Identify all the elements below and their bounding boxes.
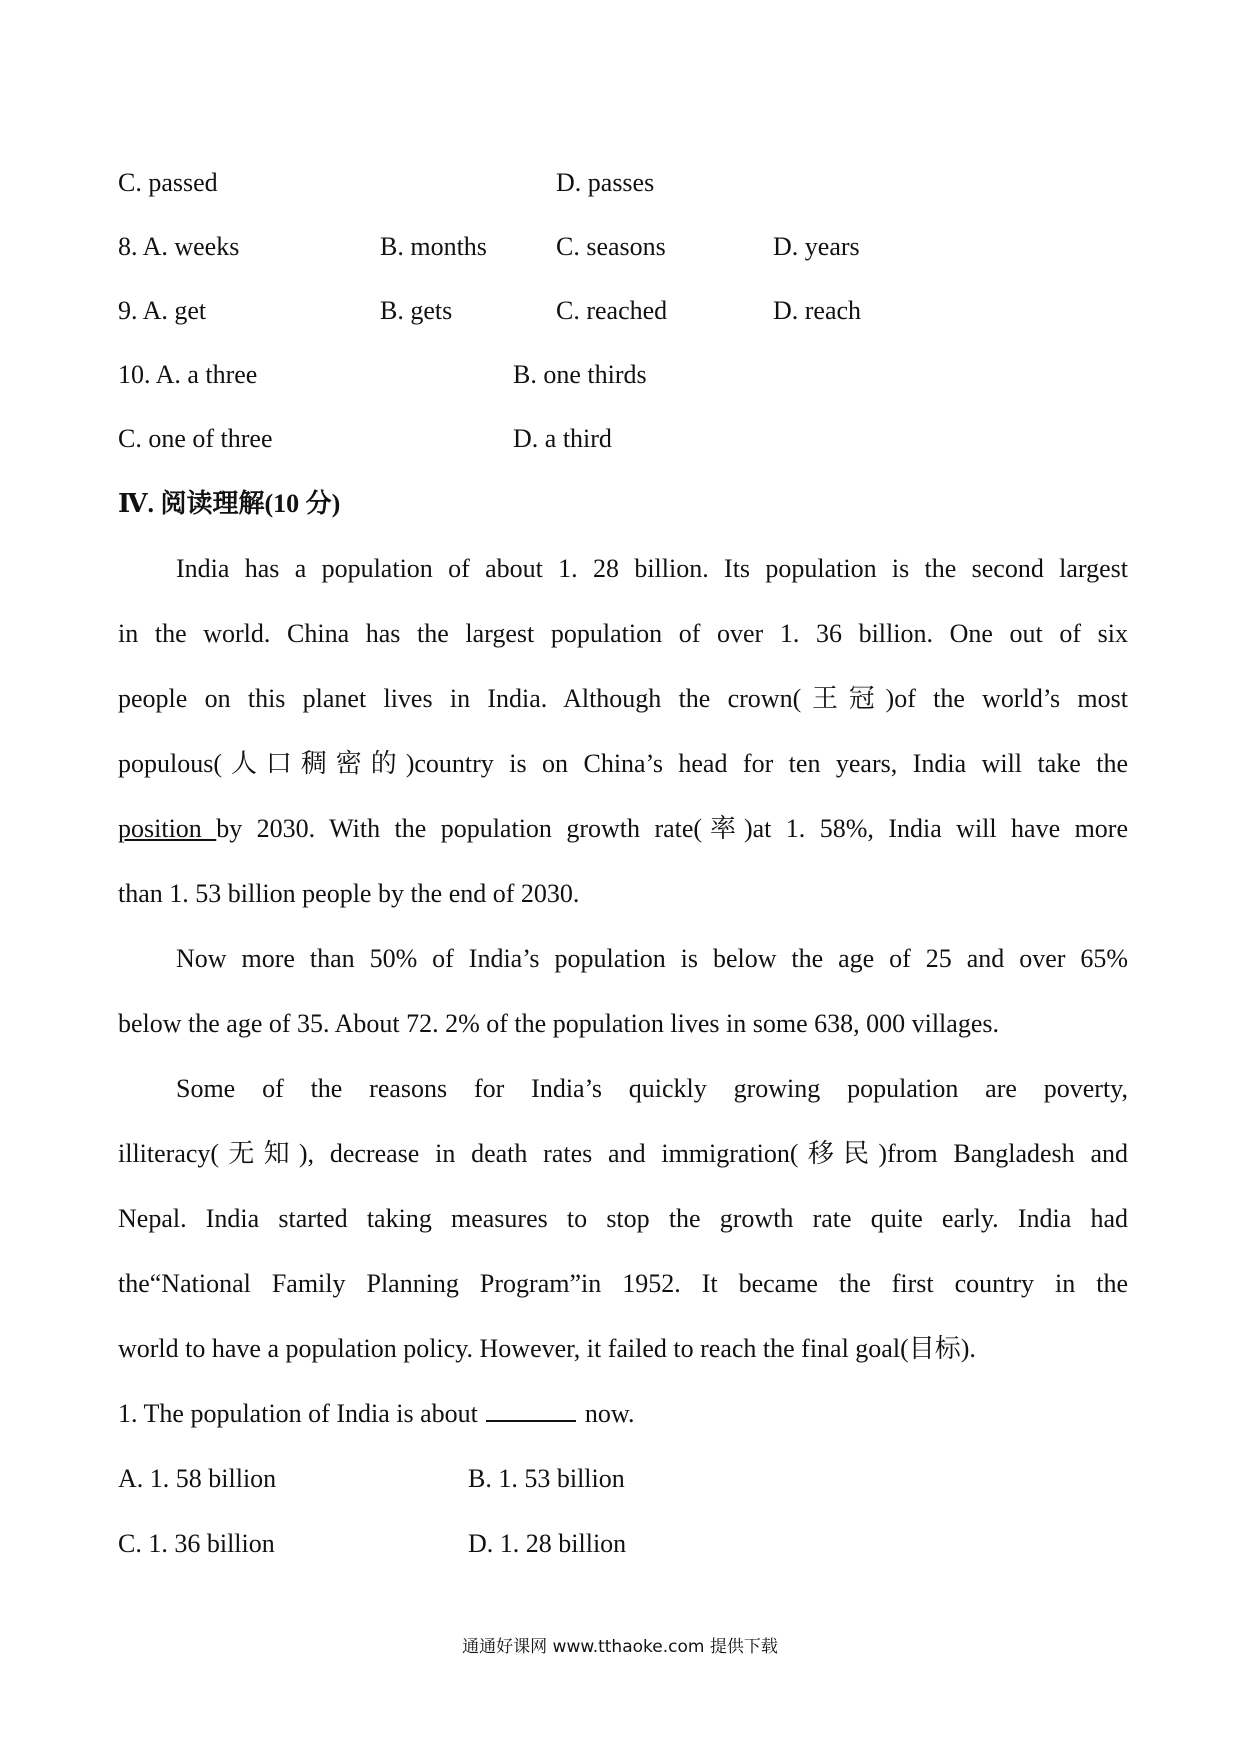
passage-p1-line-3: people on this planet lives in India. Although the crown(王冠)of the world’s most	[118, 684, 1128, 713]
passage-p3-line-1: Some of the reasons for India’s quickly growing population are poverty,	[176, 1074, 1128, 1103]
passage-p3-line-2: illiteracy(无知), decrease in death rates and immigration(移民)from Bangladesh and	[118, 1139, 1128, 1168]
question-1-stem	[118, 1397, 1128, 1431]
passage-p1-line-4: populous(人口稠密的)country is on China’s head for ten years, India will take the	[118, 749, 1128, 778]
underlined-word-position: position	[118, 814, 217, 843]
answer-blank	[486, 1398, 576, 1422]
q10-option-b: B. one thirds	[513, 360, 647, 389]
q10-option-d: D. a third	[513, 424, 612, 453]
passage-p1-line-5	[118, 812, 1128, 846]
passage-p2-line-1: Now more than 50% of India’s population is below the age of 25 and over 65%	[176, 944, 1128, 973]
question-1-stem-after: now.	[578, 1399, 635, 1428]
q8-option-a: 8. A. weeks	[118, 232, 240, 261]
q9-option-d: D. reach	[773, 296, 862, 325]
q1-option-c: C. 1. 36 billion	[118, 1529, 275, 1558]
q9-option-a: 9. A. get	[118, 296, 207, 325]
q8-option-d: D. years	[773, 232, 860, 261]
q9-option-c: C. reached	[556, 296, 668, 325]
footer-credit: 通通好课网 www.tthaoke.com 提供下载	[462, 1637, 778, 1657]
q1-option-b: B. 1. 53 billion	[468, 1464, 625, 1493]
q9-option-b: B. gets	[380, 296, 453, 325]
passage-p1-line-5-rest: by 2030. With the population growth rate(率)at 1. 58%, India will have more	[216, 814, 1128, 843]
q10-option-a: 10. A. a three	[118, 360, 258, 389]
passage-p1-line-6: than 1. 53 billion people by the end of 2030.	[118, 879, 580, 908]
passage-p1-line-2: in the world. China has the largest population of over 1. 36 billion. One out of six	[118, 619, 1128, 648]
q8-option-b: B. months	[380, 232, 487, 261]
passage-p3-line-3: Nepal. India started taking measures to stop the growth rate quite early. India had	[118, 1204, 1128, 1233]
section-heading: Ⅳ. 阅读理解(10 分)	[118, 489, 341, 518]
q8-option-c: C. seasons	[556, 232, 666, 261]
q1-option-d: D. 1. 28 billion	[468, 1529, 627, 1558]
q7-option-d: D. passes	[556, 168, 655, 197]
passage-p3-line-5: world to have a population policy. However, it failed to reach the final goal(目标).	[118, 1334, 976, 1363]
q7-option-c: C. passed	[118, 168, 218, 197]
passage-p3-line-4: the“National Family Planning Program”in 1952. It became the first country in the	[118, 1269, 1128, 1298]
q1-option-a: A. 1. 58 billion	[118, 1464, 277, 1493]
passage-p2-line-2: below the age of 35. About 72. 2% of the population lives in some 638, 000 villages.	[118, 1009, 999, 1038]
passage-p1-line-1: India has a population of about 1. 28 billion. Its population is the second largest	[176, 554, 1128, 583]
question-1-stem-before: 1. The population of India is about	[118, 1399, 485, 1428]
q10-option-c: C. one of three	[118, 424, 273, 453]
